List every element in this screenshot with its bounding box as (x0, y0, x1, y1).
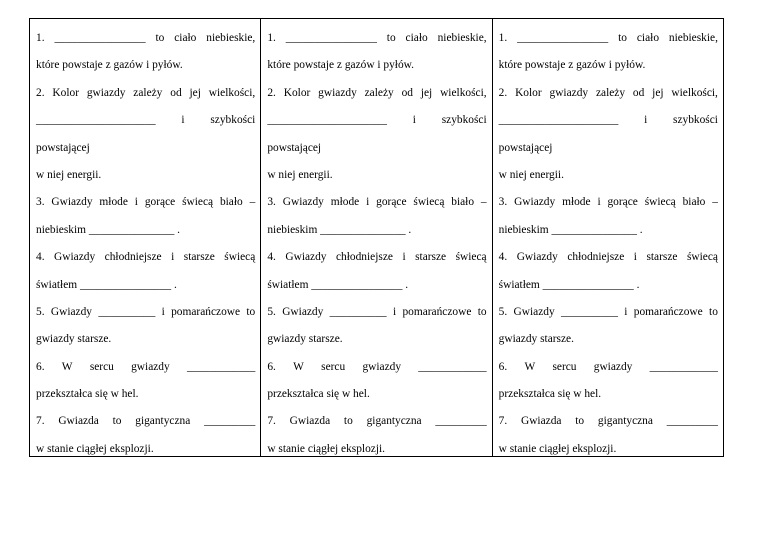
worksheet-line (36, 113, 255, 140)
line-word: powstającej (498, 141, 553, 154)
line-word: i (366, 196, 370, 209)
line-word: gorące (144, 196, 176, 209)
worksheet-line (499, 223, 718, 250)
line-word: niebieskie, (437, 32, 487, 44)
worksheet-line (267, 223, 486, 250)
line-word: świecą (686, 251, 718, 264)
line-word: Gwiazda (289, 415, 331, 428)
worksheet-line (267, 86, 486, 113)
line-word: szybkości (441, 114, 487, 127)
line-word: gigantyczna (135, 415, 191, 428)
line-word: i (392, 305, 397, 318)
worksheet-column (30, 19, 260, 456)
worksheet-line (36, 58, 255, 85)
line-word: Kolor (52, 86, 79, 99)
line-word: Gwiazdy (282, 196, 324, 209)
worksheet-line (499, 442, 718, 469)
worksheet-line (267, 141, 486, 168)
line-word: to (618, 32, 627, 44)
line-word: niebieskim _______________ . (267, 223, 412, 236)
line-word: w niej energii. (267, 168, 333, 181)
worksheet-line (267, 414, 486, 441)
line-word: i (181, 114, 185, 127)
line-word: przekształca się w hel. (498, 388, 602, 401)
line-word: i (633, 251, 637, 264)
line-word: niebieskie, (668, 32, 718, 44)
line-word: ciało (636, 32, 660, 44)
worksheet-line (499, 387, 718, 414)
line-word: Gwiazdy (513, 305, 555, 318)
line-word: 4. (498, 251, 508, 264)
worksheet-line (499, 58, 718, 85)
worksheet-line (267, 31, 486, 58)
line-word: powstającej (36, 141, 90, 154)
line-word: szybkości (210, 114, 256, 127)
line-word: niebieskie, (206, 32, 256, 44)
line-word: wielkości, (440, 86, 487, 99)
worksheet-line (499, 113, 718, 140)
line-word: ____________ (186, 360, 256, 373)
line-word: sercu (89, 360, 114, 373)
line-word: 7. (36, 415, 45, 428)
line-word: 4. (36, 251, 45, 264)
line-word: __________ (560, 305, 618, 318)
worksheet-line (36, 250, 255, 277)
line-word: sercu (552, 360, 577, 373)
line-word: gwiazdy starsze. (498, 333, 574, 346)
line-word: 2. (267, 86, 276, 99)
line-word: _________ (204, 415, 256, 428)
line-word: światłem ________________ . (498, 278, 640, 291)
line-word: świecą (644, 196, 676, 209)
line-word: Gwiazdy (282, 305, 324, 318)
line-word: W (61, 360, 73, 373)
worksheet-line (499, 360, 718, 387)
line-word: ________________ (54, 32, 146, 44)
line-word: biało (219, 196, 243, 209)
line-word: 6. (267, 360, 276, 373)
line-word: niebieskim _______________ . (498, 223, 643, 236)
line-word: i (412, 114, 416, 127)
line-word: Gwiazda (58, 415, 99, 428)
line-word: starsze (646, 251, 678, 264)
line-word: ____________ (418, 360, 487, 373)
line-word: to (477, 305, 487, 318)
line-word: _____________________ (498, 114, 619, 127)
line-word: Gwiazdy (514, 196, 556, 209)
worksheet-line (267, 58, 486, 85)
worksheet-line (499, 332, 718, 359)
line-word: ciało (174, 32, 197, 44)
line-word: które powstaje z gazów i pyłów. (36, 59, 183, 72)
line-word: gorące (376, 196, 407, 209)
line-word: młode (99, 196, 128, 209)
line-word: pomarańczowe (633, 305, 703, 318)
line-word: Gwiazdy (54, 251, 96, 264)
line-word: 6. (36, 360, 45, 373)
line-word: świecą (413, 196, 445, 209)
worksheet-line (36, 305, 255, 332)
worksheet-line (267, 360, 486, 387)
line-word: jej (652, 86, 664, 99)
line-word: 6. (498, 360, 508, 373)
line-word: Gwiazda (520, 415, 562, 428)
line-word: 7. (267, 415, 276, 428)
worksheet-line (267, 305, 486, 332)
line-word: wielkości, (671, 86, 718, 99)
line-word: biało (451, 196, 475, 209)
worksheet-line (267, 278, 486, 305)
line-word: wielkości, (208, 86, 256, 99)
line-word: 2. (36, 86, 45, 99)
line-word: – (712, 196, 718, 209)
worksheet-table (29, 18, 724, 457)
line-word: w stanie ciągłej eksplozji. (36, 442, 154, 455)
line-word: Gwiazdy (285, 251, 327, 264)
worksheet-line (36, 86, 255, 113)
line-word: 5. (36, 305, 45, 318)
line-word: Gwiazdy (50, 305, 92, 318)
line-word: to (386, 32, 396, 44)
worksheet-line (267, 168, 486, 195)
line-word: gwiazdy (86, 86, 126, 99)
line-word: 7. (498, 415, 508, 428)
worksheet-column (492, 19, 723, 456)
line-word: świecą (224, 251, 256, 264)
line-word: to (246, 305, 256, 318)
worksheet-line (267, 332, 486, 359)
line-word: które powstaje z gazów i pyłów. (267, 59, 414, 72)
line-word: _________ (666, 415, 718, 428)
worksheet-line (36, 141, 255, 168)
line-word: zależy (133, 86, 163, 99)
worksheet-line (36, 278, 255, 305)
line-word: – (249, 196, 256, 209)
line-word: 5. (267, 305, 276, 318)
line-word: i (624, 305, 628, 318)
worksheet-line (36, 360, 255, 387)
line-word: ________________ (517, 32, 609, 44)
line-word: świecą (182, 196, 214, 209)
line-word: w niej energii. (36, 168, 102, 181)
line-word: gwiazdy starsze. (267, 333, 343, 346)
line-word: gorące (607, 196, 638, 209)
line-word: przekształca się w hel. (36, 388, 139, 401)
line-word: W (293, 360, 304, 373)
line-word: powstającej (267, 141, 322, 154)
line-word: zależy (364, 86, 394, 99)
line-word: w stanie ciągłej eksplozji. (267, 442, 385, 455)
line-word: chłodniejsze (567, 251, 625, 264)
worksheet-line (36, 332, 255, 359)
worksheet-line (36, 168, 255, 195)
line-word: Gwiazdy (51, 196, 93, 209)
worksheet-line (36, 31, 255, 58)
line-word: i (171, 251, 175, 264)
worksheet-line (36, 195, 255, 222)
line-word: __________ (329, 305, 387, 318)
line-word: Kolor (515, 86, 542, 99)
line-word: 1. (36, 32, 45, 44)
worksheet-line (499, 305, 718, 332)
worksheet-line (499, 278, 718, 305)
line-word: jej (189, 86, 201, 99)
line-word: 2. (498, 86, 508, 99)
line-word: przekształca się w hel. (267, 388, 370, 401)
line-word: pomarańczowe (402, 305, 472, 318)
line-word: chłodniejsze (104, 251, 162, 264)
worksheet-column (260, 19, 491, 456)
line-word: światłem ________________ . (267, 278, 409, 291)
worksheet-line (267, 195, 486, 222)
line-word: w niej energii. (498, 168, 564, 181)
worksheet-line (499, 195, 718, 222)
line-word: gwiazdy (318, 86, 357, 99)
line-word: i (161, 305, 165, 318)
line-word: chłodniejsze (336, 251, 393, 264)
line-word: niebieskim _______________ . (36, 223, 180, 236)
line-word: gwiazdy starsze. (36, 333, 112, 346)
line-word: _____________________ (36, 114, 156, 127)
line-word: ________________ (285, 32, 377, 44)
line-word: ____________ (649, 360, 718, 373)
line-word: 1. (498, 32, 508, 44)
worksheet-line (36, 387, 255, 414)
line-word: gwiazdy (131, 360, 170, 373)
line-word: ciało (405, 32, 428, 44)
line-word: świecą (455, 251, 487, 264)
line-word: szybkości (673, 114, 718, 127)
worksheet-line (499, 414, 718, 441)
line-word: starsze (183, 251, 215, 264)
line-word: młode (330, 196, 360, 209)
line-word: i (644, 114, 648, 127)
line-word: biało (682, 196, 706, 209)
line-word: sercu (321, 360, 346, 373)
line-word: to (112, 415, 122, 428)
line-word: gigantyczna (597, 415, 653, 428)
line-word: 3. (267, 196, 276, 209)
line-word: W (524, 360, 536, 373)
line-word: zależy (595, 86, 626, 99)
line-word: gwiazdy (593, 360, 633, 373)
worksheet-line (499, 141, 718, 168)
line-word: i (402, 251, 406, 264)
line-word: jej (420, 86, 433, 99)
worksheet-line (499, 86, 718, 113)
line-word: od (401, 86, 413, 99)
line-word: światłem ________________ . (36, 278, 177, 291)
line-word: starsze (415, 251, 447, 264)
line-word: to (709, 305, 718, 318)
line-word: i (134, 196, 138, 209)
line-word: 3. (36, 196, 45, 209)
line-word: to (343, 415, 353, 428)
worksheet-line (267, 442, 486, 469)
line-word: 1. (267, 32, 276, 44)
worksheet-line (267, 250, 486, 277)
line-word: i (597, 196, 601, 209)
line-word: gwiazdy (362, 360, 402, 373)
line-word: – (480, 196, 487, 209)
line-word: 4. (267, 251, 276, 264)
worksheet-line (267, 113, 486, 140)
line-word: młode (562, 196, 591, 209)
line-word: gigantyczna (366, 415, 422, 428)
line-word: Kolor (283, 86, 311, 99)
line-word: __________ (98, 305, 156, 318)
line-word: 5. (498, 305, 508, 318)
line-word: pomarańczowe (171, 305, 241, 318)
line-word: od (632, 86, 645, 99)
line-word: to (575, 415, 585, 428)
line-word: od (170, 86, 182, 99)
worksheet-line (36, 223, 255, 250)
worksheet-line (36, 442, 255, 469)
worksheet-line (499, 31, 718, 58)
line-word: to (155, 32, 165, 44)
line-word: 3. (498, 196, 508, 209)
worksheet-line (36, 414, 255, 441)
line-word: Gwiazdy (516, 251, 558, 264)
worksheet-line (499, 250, 718, 277)
line-word: _________ (435, 415, 487, 428)
line-word: gwiazdy (549, 86, 589, 99)
worksheet-line (267, 387, 486, 414)
line-word: _____________________ (267, 114, 387, 127)
worksheet-line (499, 168, 718, 195)
line-word: które powstaje z gazów i pyłów. (498, 59, 646, 72)
line-word: w stanie ciągłej eksplozji. (498, 442, 617, 455)
